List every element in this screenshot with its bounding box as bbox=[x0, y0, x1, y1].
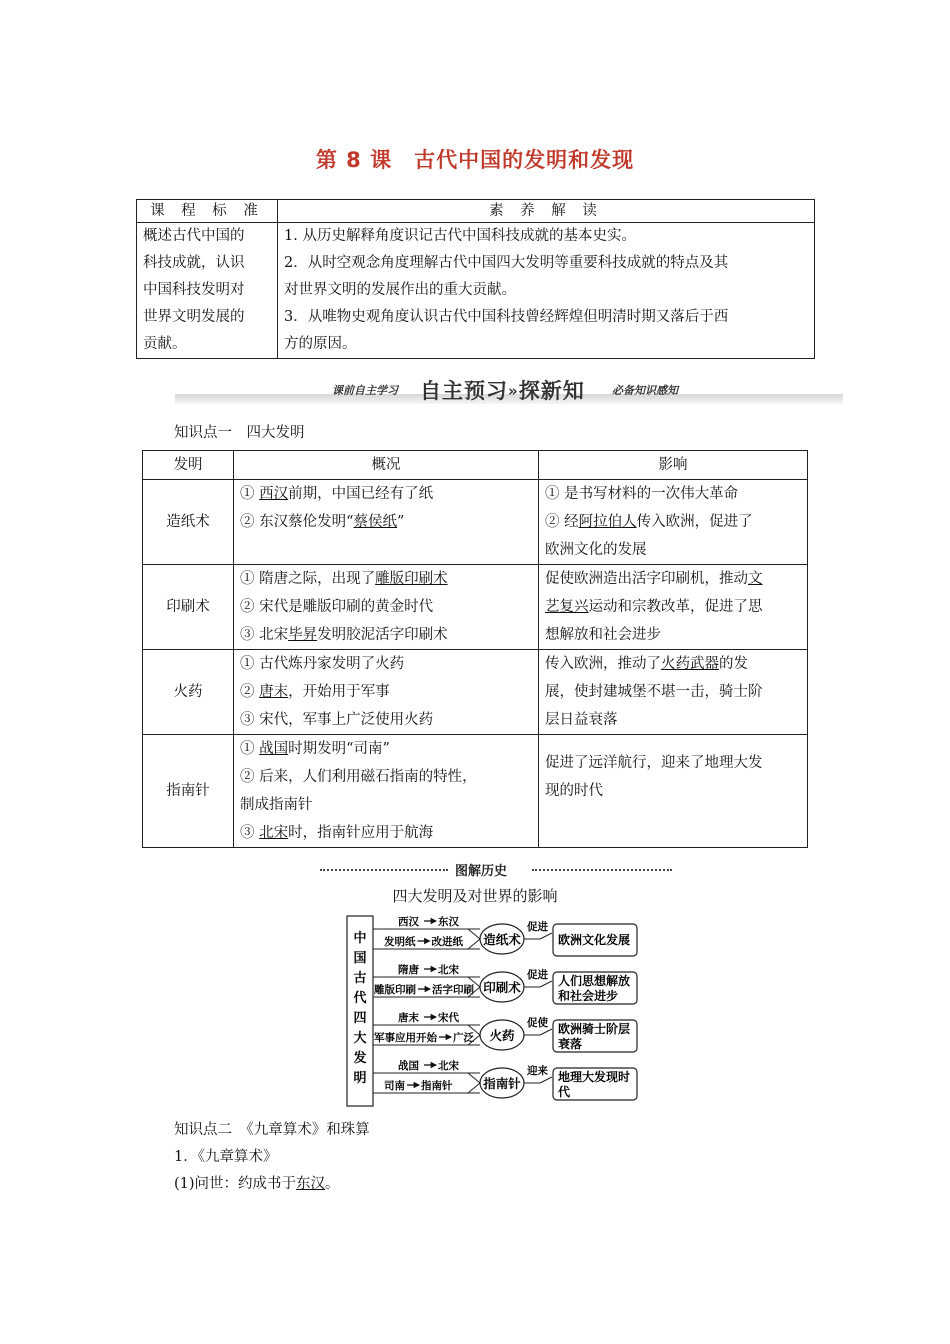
line-1: 1．《九章算术》 bbox=[174, 1149, 278, 1165]
overview-line: ③ 北宋毕昇发明胶泥活字印刷术 bbox=[240, 627, 448, 643]
overview-line: ① 西汉前期，中国已经有了纸 bbox=[240, 486, 434, 502]
line-2-suffix: 。 bbox=[325, 1176, 340, 1192]
impact-line: 传入欧洲，推动了火药武器的发 bbox=[545, 656, 748, 672]
impact-line: 想解放和社会进步 bbox=[545, 627, 661, 643]
inv-overview bbox=[234, 565, 539, 650]
invention-node-label: 火药 bbox=[489, 1028, 515, 1043]
standards-col2-line: 1. 从历史解释角度识记古代中国科技成就的基本史实。 bbox=[284, 228, 636, 244]
tujie-label: 图解历史 bbox=[455, 864, 508, 879]
diagram-branch bbox=[373, 1011, 637, 1052]
inv-header-2: 概况 bbox=[234, 451, 539, 480]
branch-verb: 迎来 bbox=[527, 1065, 548, 1077]
branch-b2: 广泛 bbox=[453, 1032, 474, 1044]
inventions-diagram bbox=[340, 912, 644, 1112]
overview-line: ① 古代炼丹家发明了火药 bbox=[240, 656, 405, 672]
standards-table bbox=[136, 199, 815, 359]
standards-col1-line: 中国科技发明对 bbox=[143, 282, 245, 298]
branch-verb: 促进 bbox=[527, 921, 548, 933]
banner-main-1: 自主预习 bbox=[420, 379, 508, 403]
branch-result-line: 欧洲骑士阶层 bbox=[558, 1022, 631, 1036]
overview-line: ② 后来，人们利用磁石指南的特性， bbox=[240, 769, 477, 785]
impact-line: 展，使封建城堡不堪一击，骑士阶 bbox=[545, 684, 763, 700]
inv-impact bbox=[539, 650, 808, 735]
standards-col2-line: 3．从唯物史观角度认识古代中国科技曾经辉煌但明清时期又落后于西 bbox=[284, 309, 729, 325]
impact-line: 艺复兴运动和宗教改革，促进了思 bbox=[545, 599, 763, 615]
divider-left bbox=[320, 869, 448, 871]
branch-result-line: 代 bbox=[558, 1085, 571, 1099]
inv-name: 印刷术 bbox=[143, 565, 234, 650]
line-2-prefix: (1)问世：约成书于 bbox=[174, 1176, 297, 1192]
inv-impact bbox=[539, 565, 808, 650]
line-2-underlined: 东汉 bbox=[296, 1176, 326, 1192]
banner-main-text bbox=[420, 375, 585, 405]
invention-node-label: 造纸术 bbox=[483, 932, 521, 947]
branch-a1: 战国 bbox=[398, 1060, 419, 1072]
overview-line: ③ 北宋时，指南针应用于航海 bbox=[240, 825, 434, 841]
divider-right bbox=[532, 869, 672, 871]
branch-result-line: 和社会进步 bbox=[558, 989, 619, 1003]
diagram-title: 四大发明及对世界的影响 bbox=[392, 887, 558, 905]
branch-b2: 指南针 bbox=[421, 1080, 453, 1092]
root-char: 明 bbox=[353, 1071, 367, 1086]
overview-line: ② 东汉蔡伦发明“蔡侯纸” bbox=[240, 514, 405, 530]
inv-row bbox=[143, 735, 808, 848]
inv-impact bbox=[539, 480, 808, 565]
kp2-title: 知识点二 《九章算术》和珠算 bbox=[174, 1122, 370, 1138]
invention-node-label: 印刷术 bbox=[483, 980, 521, 995]
branch-a2: 北宋 bbox=[438, 1060, 459, 1072]
inv-impact bbox=[539, 735, 808, 848]
inv-row bbox=[143, 650, 808, 735]
inv-name: 造纸术 bbox=[143, 480, 234, 565]
standards-col2-line: 方的原因。 bbox=[284, 336, 357, 352]
impact-line: 现的时代 bbox=[545, 783, 603, 799]
page-title: 第 8 课 古代中国的发明和发现 bbox=[315, 148, 635, 172]
invention-node-label: 指南针 bbox=[483, 1076, 521, 1091]
impact-line: 促使欧洲造出活字印刷机，推动文 bbox=[545, 571, 763, 587]
inv-header-1: 发明 bbox=[143, 451, 234, 480]
diagram-branch bbox=[373, 963, 637, 1004]
branch-result-line: 人们思想解放 bbox=[558, 974, 631, 988]
impact-line: 欧洲文化的发展 bbox=[545, 542, 647, 558]
impact-line: ② 经阿拉伯人传入欧洲，促进了 bbox=[545, 514, 753, 530]
branch-verb: 促使 bbox=[527, 1017, 548, 1029]
standards-header-1: 课 程 标 准 bbox=[137, 200, 278, 223]
overview-line: ② 宋代是雕版印刷的黄金时代 bbox=[240, 599, 434, 615]
banner-main-2: 探新知 bbox=[518, 379, 585, 403]
inv-row bbox=[143, 565, 808, 650]
root-char: 代 bbox=[353, 991, 367, 1006]
root-char: 大 bbox=[353, 1031, 367, 1046]
overview-line: ② 唐末，开始用于军事 bbox=[240, 684, 390, 700]
branch-a2: 北宋 bbox=[438, 964, 459, 976]
root-char: 发 bbox=[353, 1051, 367, 1066]
root-char: 四 bbox=[353, 1011, 367, 1026]
root-char: 中 bbox=[353, 931, 367, 946]
kp1-title: 知识点一 四大发明 bbox=[174, 425, 305, 441]
standards-col2-line: 2．从时空观念角度理解古代中国四大发明等重要科技成就的特点及其 bbox=[284, 255, 729, 271]
tujie-divider bbox=[310, 860, 680, 880]
arrow-icon: » bbox=[508, 382, 519, 400]
root-char: 国 bbox=[353, 951, 367, 966]
impact-line: ① 是书写材料的一次伟大革命 bbox=[545, 486, 739, 502]
inv-overview bbox=[234, 650, 539, 735]
banner-right-text: 必备知识感知 bbox=[612, 384, 678, 397]
branch-b2: 改进纸 bbox=[431, 936, 463, 948]
inventions-table bbox=[142, 450, 808, 848]
root-char: 古 bbox=[353, 971, 367, 986]
standards-col2-line: 对世界文明的发展作出的重大贡献。 bbox=[284, 282, 516, 298]
diagram-branch bbox=[373, 915, 637, 956]
branch-result-line: 衰落 bbox=[558, 1037, 583, 1051]
inv-overview bbox=[234, 480, 539, 565]
standards-col1-line: 科技成就，认识 bbox=[143, 255, 245, 271]
branch-b1: 军事应用开始 bbox=[374, 1032, 437, 1044]
banner-left-text: 课前自主学习 bbox=[332, 384, 398, 397]
branch-result-line: 地理大发现时 bbox=[558, 1070, 631, 1084]
impact-line: 促进了远洋航行，迎来了地理大发 bbox=[545, 755, 763, 771]
overview-line: 制成指南针 bbox=[240, 797, 313, 813]
section-banner bbox=[175, 374, 843, 404]
branch-a2: 东汉 bbox=[438, 916, 459, 928]
inv-header-3: 影响 bbox=[539, 451, 808, 480]
impact-line: 层日益衰落 bbox=[545, 712, 618, 728]
overview-line: ③ 宋代，军事上广泛使用火药 bbox=[240, 712, 434, 728]
standards-col1-line: 世界文明发展的 bbox=[143, 309, 245, 325]
standards-col1-line: 概述古代中国的 bbox=[143, 228, 245, 244]
standards-col2 bbox=[278, 223, 815, 359]
branch-result: 欧洲文化发展 bbox=[558, 933, 631, 947]
standards-col1 bbox=[137, 223, 278, 359]
branch-verb: 促进 bbox=[527, 969, 548, 981]
branch-a2: 宋代 bbox=[438, 1012, 459, 1024]
line-2 bbox=[174, 1172, 340, 1193]
branch-b1: 司南 bbox=[384, 1080, 405, 1092]
branch-a1: 唐末 bbox=[398, 1012, 419, 1024]
inv-row bbox=[143, 480, 808, 565]
branch-b1: 雕版印刷 bbox=[374, 984, 416, 996]
branch-b2: 活字印刷 bbox=[432, 984, 474, 996]
diagram-branch bbox=[373, 1059, 637, 1100]
branch-a1: 隋唐 bbox=[398, 964, 419, 976]
overview-line: ① 战国时期发明“司南” bbox=[240, 741, 390, 757]
standards-col1-line: 贡献。 bbox=[143, 336, 187, 352]
branch-b1: 发明纸 bbox=[384, 936, 416, 948]
overview-line: ① 隋唐之际，出现了雕版印刷术 bbox=[240, 571, 448, 587]
branch-a1: 西汉 bbox=[398, 916, 419, 928]
inv-overview bbox=[234, 735, 539, 848]
inv-name: 火药 bbox=[143, 650, 234, 735]
standards-header-2: 素 养 解 读 bbox=[278, 200, 815, 223]
inv-name: 指南针 bbox=[143, 735, 234, 848]
